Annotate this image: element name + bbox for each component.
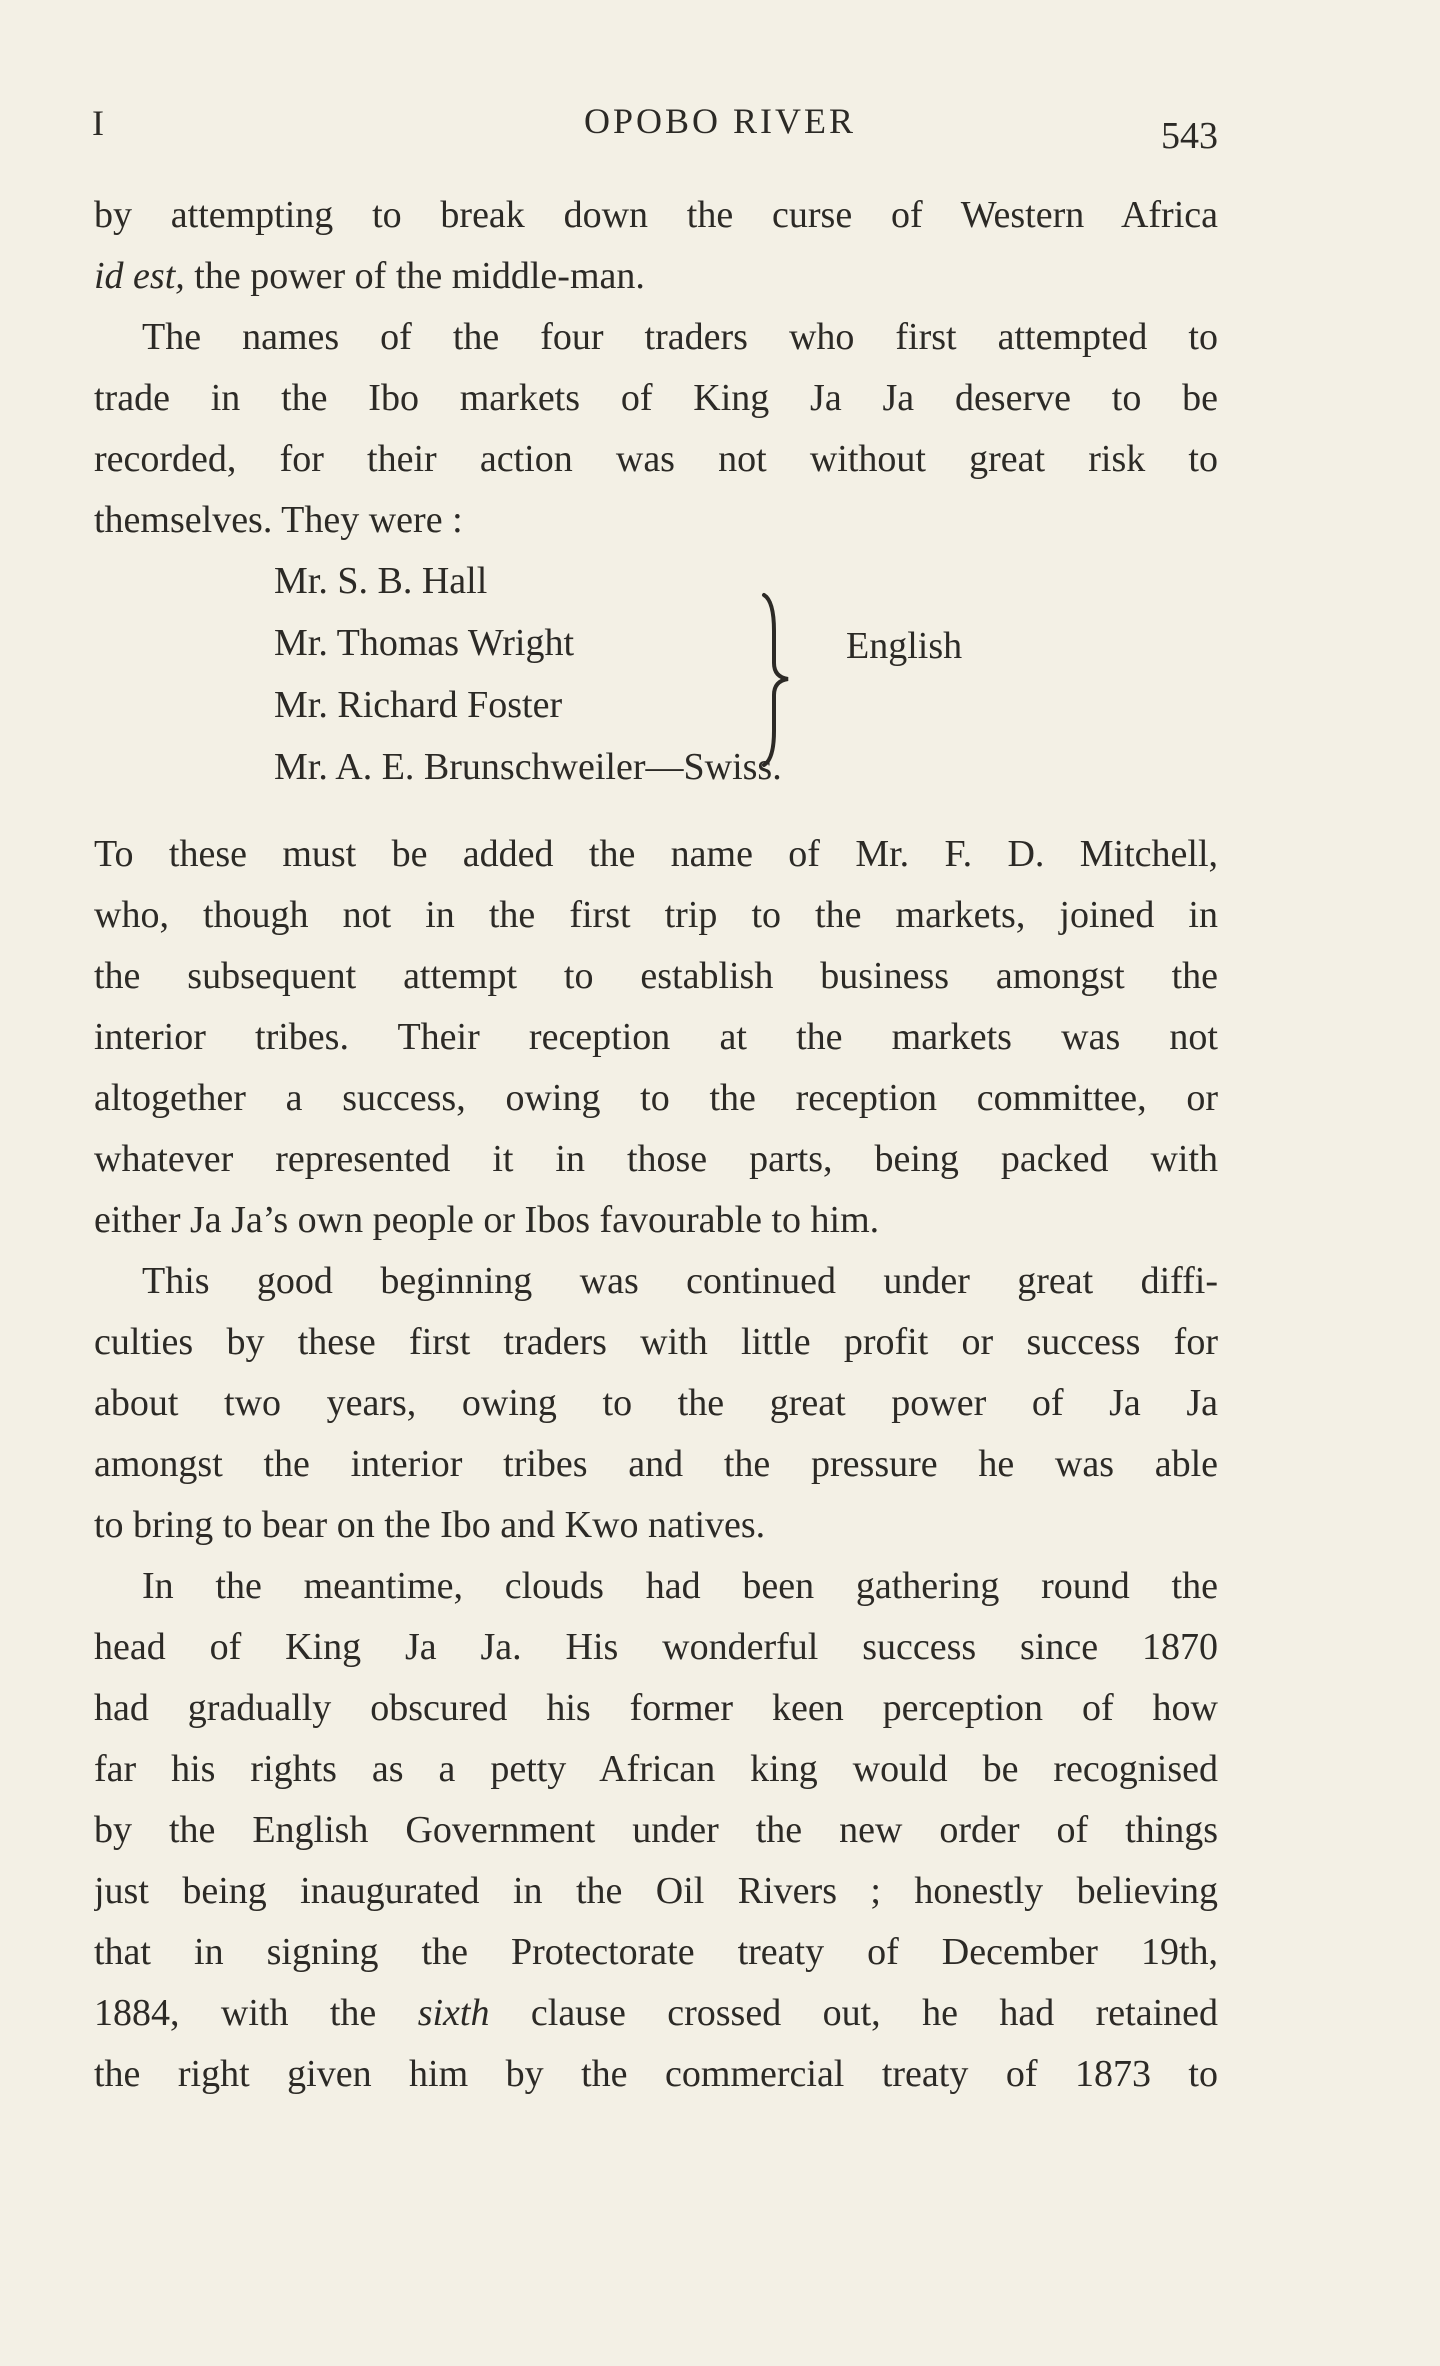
spacer: [94, 801, 1218, 824]
paragraph: [94, 307, 1218, 551]
text-line: [94, 1983, 1218, 2044]
text-line: amongst the interior tribes and the pressure he was able: [94, 1443, 1218, 1485]
text-line: trade in the Ibo markets of King Ja Ja deserve to be: [94, 377, 1218, 419]
text-line: that in signing the Protectorate treaty of December 19th,: [94, 1931, 1218, 1973]
italic-text: id est,: [94, 255, 185, 297]
text-line: This good beginning was continued under great diffi-: [142, 1260, 1218, 1302]
text-line: had gradually obscured his former keen perception of how: [94, 1687, 1218, 1729]
text-line: interior tribes. Their reception at the markets was not: [94, 1016, 1218, 1058]
text-line: far his rights as a petty African king would be recognised: [94, 1748, 1218, 1790]
text-line: [94, 246, 1218, 307]
text-line: the subsequent attempt to establish business amongst the: [94, 955, 1218, 997]
running-head: [0, 100, 1440, 160]
text-line: altogether a success, owing to the reception committee, or: [94, 1077, 1218, 1119]
trader-name: Mr. Richard Foster: [274, 684, 563, 726]
text-line: about two years, owing to the great power of Ja Ja: [94, 1382, 1218, 1424]
text-line: either Ja Ja’s own people or Ibos favourable to him.: [94, 1199, 880, 1241]
text-line: who, though not in the first trip to the markets, joined in: [94, 894, 1218, 936]
text-line: culties by these first traders with little profit or success for: [94, 1321, 1218, 1363]
trader-name: Mr. Thomas Wright: [274, 622, 575, 664]
italic-text: sixth: [417, 1992, 490, 2034]
text-line: by the English Government under the new order of things: [94, 1809, 1218, 1851]
nationality-label: English: [846, 625, 963, 667]
paragraph: [94, 824, 1218, 1251]
text-line: by attempting to break down the curse of Western Africa: [94, 194, 1218, 236]
line-text: 1884, with the: [94, 1992, 418, 2034]
text-line: recorded, for their action was not without great risk to: [94, 438, 1218, 480]
text-line: head of King Ja Ja. His wonderful success since 1870: [94, 1626, 1218, 1668]
text-line: whatever represented it in those parts, being packed with: [94, 1138, 1218, 1180]
paragraph: [94, 1251, 1218, 1556]
running-title: OPOBO RIVER: [583, 101, 857, 141]
text-line: To these must be added the name of Mr. F. D. Mitchell,: [94, 833, 1218, 875]
paragraph: [94, 1556, 1218, 2105]
page-number: 543: [1161, 115, 1218, 157]
body-text: [94, 185, 1218, 2105]
text-line: The names of the four traders who first attempted to: [142, 316, 1218, 358]
text-line: to bring to bear on the Ibo and Kwo natives.: [94, 1504, 766, 1546]
text-line: themselves. They were :: [94, 499, 463, 541]
trader-list: [94, 551, 1218, 801]
line-text: the power of the middle-man.: [184, 255, 645, 297]
trader-name: Mr. S. B. Hall: [274, 560, 488, 602]
text-line: the right given him by the commercial treaty of 1873 to: [94, 2053, 1218, 2095]
chapter-mark: I: [92, 103, 104, 143]
line-text: clause crossed out, he had retained: [489, 1992, 1218, 2034]
text-line: In the meantime, clouds had been gathering round the: [142, 1565, 1218, 1607]
text-line: just being inaugurated in the Oil Rivers ; honestly believing: [94, 1870, 1218, 1912]
paragraph: [94, 185, 1218, 307]
trader-name: Mr. A. E. Brunschweiler—Swiss.: [274, 746, 782, 788]
